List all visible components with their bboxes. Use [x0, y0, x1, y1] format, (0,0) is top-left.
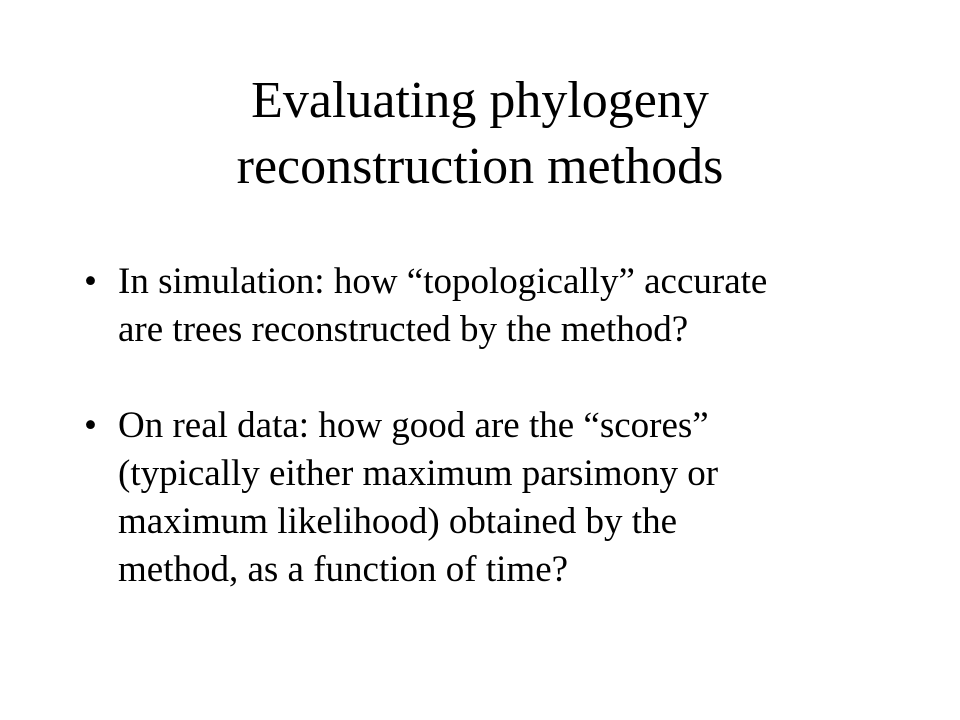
bullet-item-simulation [84, 258, 884, 354]
bullet-dot-icon: • [84, 405, 97, 446]
bullet-line: are trees reconstructed by the method? [118, 309, 689, 350]
bullet-text [118, 258, 884, 354]
bullet-line: On real data: how good are the “scores” [118, 405, 709, 446]
bullet-line: maximum likelihood) obtained by the [118, 501, 678, 542]
bullet-line: (typically either maximum parsimony or [118, 453, 719, 494]
slide-title [0, 68, 960, 200]
bullet-line: In simulation: how “topologically” accurate [118, 261, 768, 302]
bullet-dot-icon: • [84, 261, 97, 302]
bullet-text [118, 402, 884, 594]
slide-title-line: Evaluating phylogeny [251, 72, 709, 129]
bullet-item-real-data [84, 402, 884, 594]
slide-title-line: reconstruction methods [236, 138, 724, 195]
bullet-list [84, 258, 884, 642]
bullet-line: method, as a function of time? [118, 549, 569, 590]
